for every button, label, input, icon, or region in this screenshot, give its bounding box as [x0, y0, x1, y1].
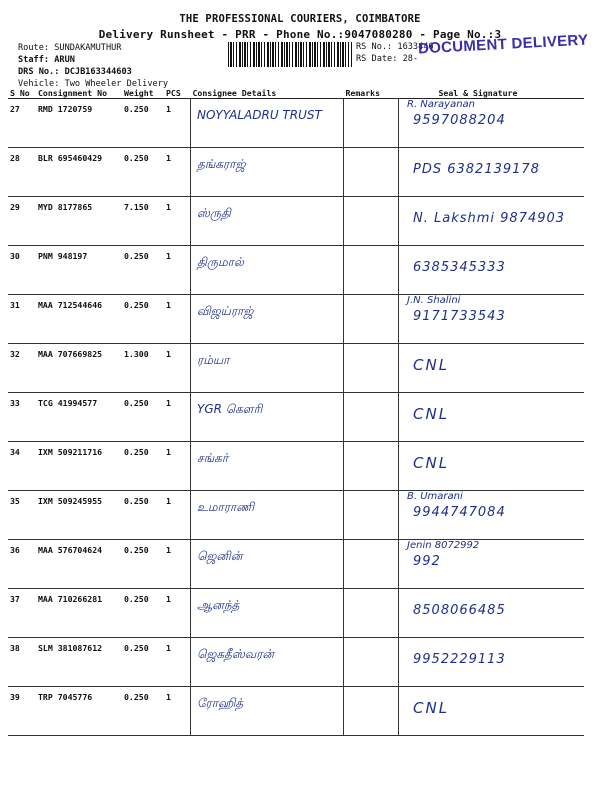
remarks-cell: [344, 246, 399, 295]
drs-label: DRS No.: DCJB163344603: [18, 67, 132, 77]
col-consignment: Consignment No: [36, 88, 122, 99]
document-delivery-stamp: DOCUMENT DELIVERY: [417, 31, 589, 58]
col-pcs: PCS: [164, 88, 191, 99]
signature-cell: [399, 246, 585, 295]
table-row: [8, 491, 584, 540]
pcs-cell: 1: [164, 197, 191, 246]
signature-cell: [399, 99, 585, 148]
table-row: [8, 148, 584, 197]
consignment-cell: MAA 712544646: [36, 295, 122, 344]
pcs-cell: 1: [164, 246, 191, 295]
signature-name: B. Umarani: [407, 491, 463, 502]
signature-name: Jenin 8072992: [407, 540, 480, 551]
rs-date-label: RS Date: 28-: [356, 54, 419, 64]
company-title: THE PROFESSIONAL COURIERS, COIMBATORE: [179, 13, 421, 25]
consignee-cell: [191, 295, 344, 344]
cancelled-mark: CNL: [413, 405, 450, 423]
col-signature: Seal & Signature: [399, 88, 585, 99]
sno-cell: 31: [8, 295, 36, 344]
table-header-row: [8, 88, 584, 99]
pcs-cell: 1: [164, 344, 191, 393]
signature-cell: [399, 148, 585, 197]
sno-cell: 27: [8, 99, 36, 148]
remarks-cell: [344, 491, 399, 540]
sno-cell: 35: [8, 491, 36, 540]
table-row: [8, 540, 584, 589]
cancelled-mark: CNL: [413, 356, 450, 374]
consignee-name: ஜெனின்: [197, 549, 243, 563]
pcs-cell: 1: [164, 442, 191, 491]
signature-cell: [399, 442, 585, 491]
signature-name: J.N. Shalini: [407, 295, 461, 306]
consignee-cell: [191, 148, 344, 197]
table-row: [8, 344, 584, 393]
consignee-name: சங்கர்: [197, 451, 229, 465]
consignee-cell: [191, 540, 344, 589]
cancelled-mark: CNL: [413, 699, 450, 717]
sno-cell: 32: [8, 344, 36, 393]
signature-cell: [399, 197, 585, 246]
consignment-cell: TRP 7045776: [36, 687, 122, 736]
remarks-cell: [344, 589, 399, 638]
pcs-cell: 1: [164, 589, 191, 638]
vehicle-label: Vehicle: Two Wheeler Delivery: [18, 79, 169, 89]
consignee-name: ஜெகதீஸ்வரன்: [197, 647, 275, 661]
pcs-cell: 1: [164, 540, 191, 589]
signature-cell: [399, 491, 585, 540]
consignment-cell: MAA 576704624: [36, 540, 122, 589]
remarks-cell: [344, 442, 399, 491]
consignee-cell: [191, 442, 344, 491]
col-sno: S No: [8, 88, 36, 99]
remarks-cell: [344, 393, 399, 442]
table-row: [8, 589, 584, 638]
table-row: [8, 197, 584, 246]
table-row: [8, 246, 584, 295]
signature-phone: N. Lakshmi 9874903: [413, 211, 566, 226]
consignee-cell: [191, 197, 344, 246]
consignee-name: ஸ்ருதி: [197, 206, 231, 220]
pcs-cell: 1: [164, 148, 191, 197]
consignee-name: NOYYALADRU TRUST: [197, 108, 322, 122]
pcs-cell: 1: [164, 687, 191, 736]
table-row: [8, 442, 584, 491]
signature-phone: 9944747084: [413, 505, 506, 520]
weight-cell: 0.250: [122, 295, 164, 344]
consignee-name: ரோஹித்: [197, 696, 244, 710]
consignment-cell: PNM 948197: [36, 246, 122, 295]
table-row: [8, 99, 584, 148]
weight-cell: 0.250: [122, 687, 164, 736]
consignment-cell: SLM 381087612: [36, 638, 122, 687]
sno-cell: 36: [8, 540, 36, 589]
meta-left: [18, 42, 168, 90]
runsheet-table: [8, 88, 584, 736]
consignee-name: உமாராணி: [197, 500, 255, 514]
signature-phone: 9597088204: [413, 113, 506, 128]
remarks-cell: [344, 540, 399, 589]
signature-cell: [399, 344, 585, 393]
consignee-name: ஆனந்த்: [197, 598, 240, 612]
consignee-name: YGR கௌரி: [197, 402, 263, 416]
remarks-cell: [344, 99, 399, 148]
signature-cell: [399, 638, 585, 687]
col-weight: Weight: [122, 88, 164, 99]
signature-phone: 9952229113: [413, 652, 506, 667]
weight-cell: 0.250: [122, 638, 164, 687]
weight-cell: 0.250: [122, 442, 164, 491]
weight-cell: 0.250: [122, 540, 164, 589]
table-row: [8, 393, 584, 442]
route-label: Route: SUNDAKAMUTHUR: [18, 43, 122, 53]
consignment-cell: MAA 707669825: [36, 344, 122, 393]
signature-cell: [399, 393, 585, 442]
consignment-cell: BLR 695460429: [36, 148, 122, 197]
table-row: [8, 638, 584, 687]
signature-cell: [399, 687, 585, 736]
pcs-cell: 1: [164, 491, 191, 540]
signature-cell: [399, 295, 585, 344]
runsheet-title: Delivery Runsheet - PRR - Phone No.:9047080280 - Page No.:3: [98, 28, 502, 41]
signature-phone: 992: [413, 554, 441, 569]
sno-cell: 30: [8, 246, 36, 295]
remarks-cell: [344, 638, 399, 687]
weight-cell: 1.300: [122, 344, 164, 393]
remarks-cell: [344, 148, 399, 197]
remarks-cell: [344, 295, 399, 344]
sno-cell: 28: [8, 148, 36, 197]
sno-cell: 29: [8, 197, 36, 246]
pcs-cell: 1: [164, 99, 191, 148]
consignee-cell: [191, 344, 344, 393]
signature-cell: [399, 540, 585, 589]
weight-cell: 0.250: [122, 393, 164, 442]
consignee-cell: [191, 393, 344, 442]
pcs-cell: 1: [164, 393, 191, 442]
consignee-name: விஜய்ராஜ்: [197, 304, 254, 318]
sno-cell: 34: [8, 442, 36, 491]
sno-cell: 38: [8, 638, 36, 687]
staff-label: Staff: ARUN: [18, 55, 75, 65]
sno-cell: 37: [8, 589, 36, 638]
col-remarks: Remarks: [344, 88, 399, 99]
weight-cell: 0.250: [122, 589, 164, 638]
consignee-cell: [191, 246, 344, 295]
signature-phone: 8508066485: [413, 603, 506, 618]
consignee-cell: [191, 589, 344, 638]
consignment-cell: MAA 710266281: [36, 589, 122, 638]
consignee-cell: [191, 99, 344, 148]
barcode-icon: [228, 42, 352, 67]
consignee-cell: [191, 687, 344, 736]
consignee-name: திருமால்: [197, 255, 244, 269]
sno-cell: 39: [8, 687, 36, 736]
consignee-cell: [191, 638, 344, 687]
weight-cell: 0.250: [122, 246, 164, 295]
weight-cell: 7.150: [122, 197, 164, 246]
pcs-cell: 1: [164, 638, 191, 687]
pcs-cell: 1: [164, 295, 191, 344]
consignee-name: ரம்யா: [197, 353, 230, 367]
signature-name: R. Narayanan: [407, 99, 476, 110]
consignment-cell: RMD 1720759: [36, 99, 122, 148]
signature-phone: 9171733543: [413, 309, 506, 324]
table-row: [8, 295, 584, 344]
weight-cell: 0.250: [122, 148, 164, 197]
consignee-cell: [191, 491, 344, 540]
consignment-cell: IXM 509245955: [36, 491, 122, 540]
rs-no-label: RS No.: 1633446: [356, 42, 434, 52]
table-row: [8, 687, 584, 736]
signature-phone: 6385345333: [413, 260, 506, 275]
sno-cell: 33: [8, 393, 36, 442]
remarks-cell: [344, 687, 399, 736]
remarks-cell: [344, 197, 399, 246]
consignment-cell: IXM 509211716: [36, 442, 122, 491]
consignment-cell: TCG 41994577: [36, 393, 122, 442]
consignment-cell: MYD 8177865: [36, 197, 122, 246]
col-consignee: Consignee Details: [191, 88, 344, 99]
signature-cell: [399, 589, 585, 638]
weight-cell: 0.250: [122, 491, 164, 540]
weight-cell: 0.250: [122, 99, 164, 148]
cancelled-mark: CNL: [413, 454, 450, 472]
signature-phone: PDS 6382139178: [413, 162, 540, 177]
consignee-name: தங்கராஜ்: [197, 157, 246, 171]
remarks-cell: [344, 344, 399, 393]
